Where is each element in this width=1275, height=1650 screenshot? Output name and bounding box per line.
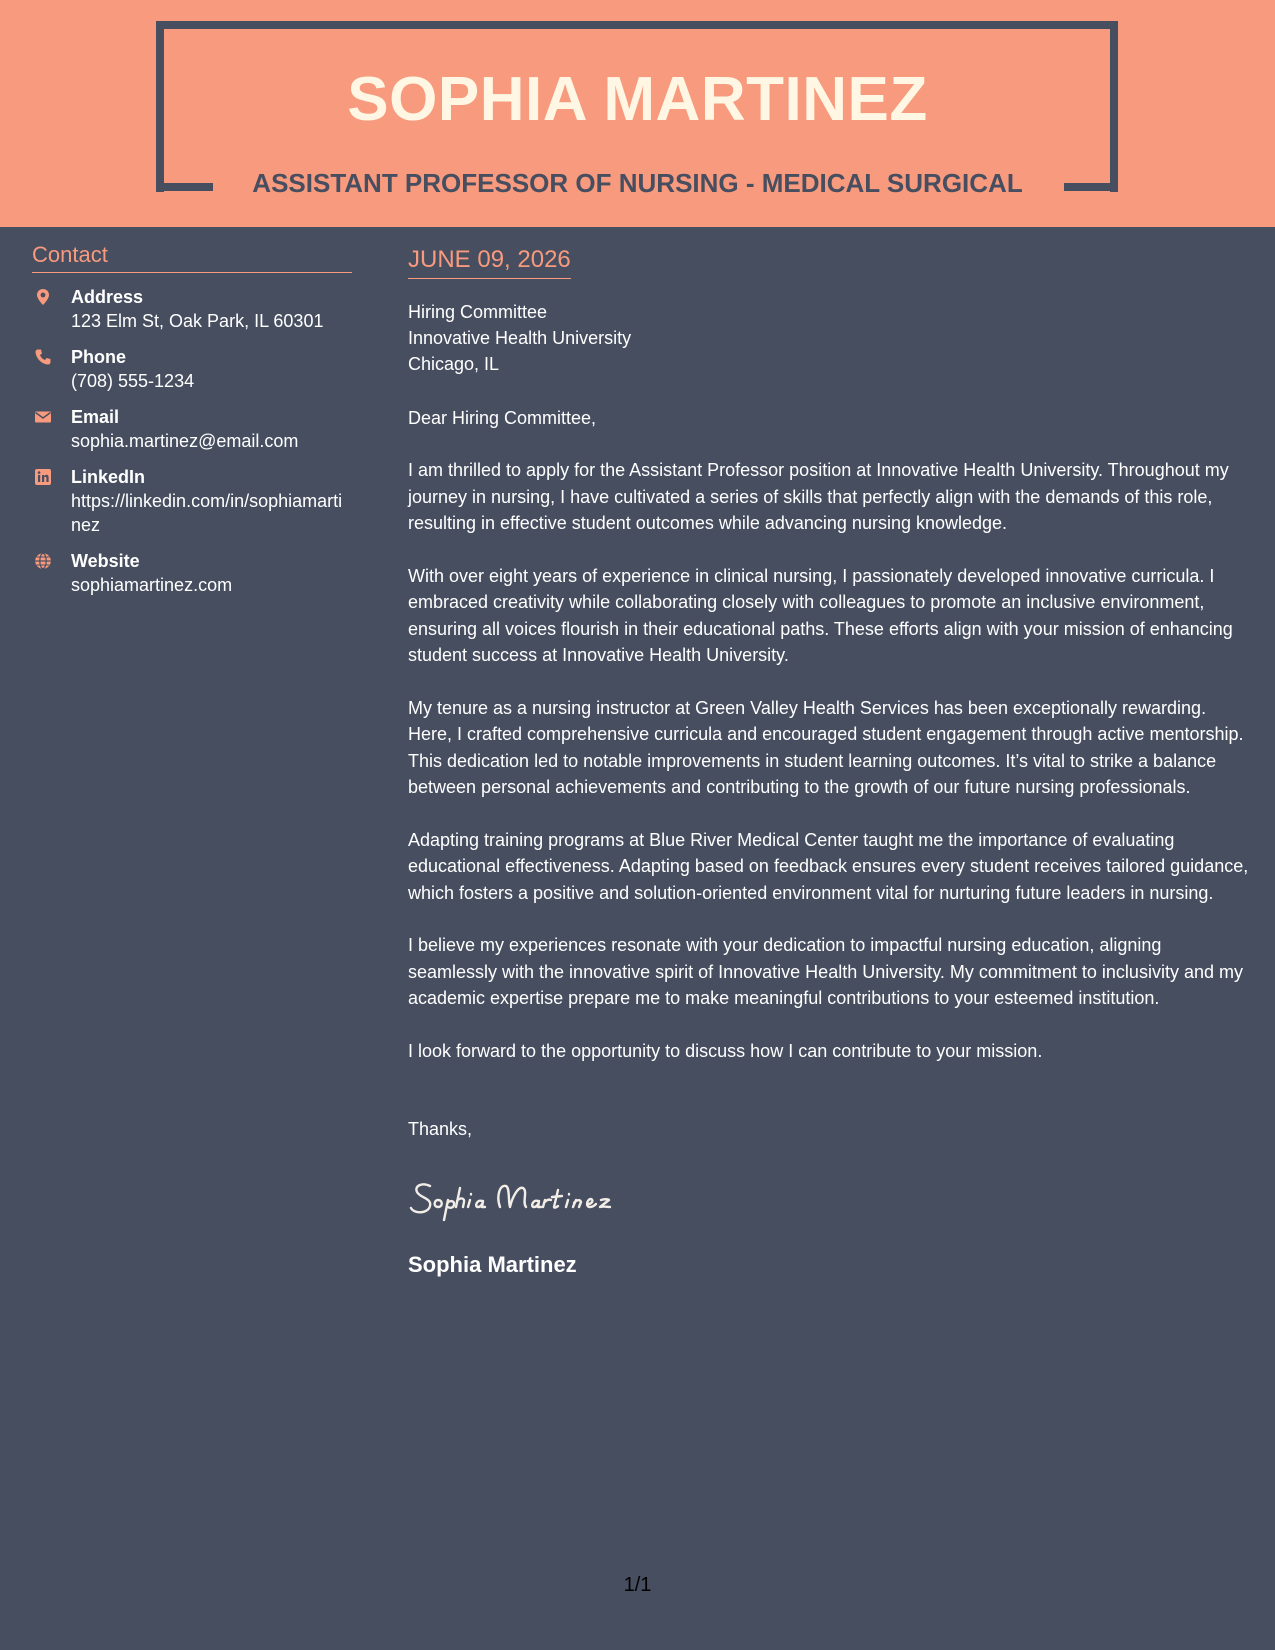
- letter-body: [408, 244, 1250, 1280]
- recipient-line: Chicago, IL: [408, 354, 500, 374]
- contact-label: Address: [71, 287, 144, 307]
- contact-label: Website: [71, 551, 140, 571]
- applicant-name: SOPHIA MARTINEZ: [347, 65, 928, 134]
- contact-value-email: sophia.martinez@email.com: [71, 431, 299, 451]
- paragraph: My tenure as a nursing instructor at Green Valley Health Services has been exceptionally rewarding. Here, I crafted comprehensive curricula and encouraged student engagement through active mentorship. This dedication led to notable improvements in student learning outcomes. It’s vital to strike a balance between personal achievements and contributing to the growth of our future nursing professionals.: [408, 697, 1244, 797]
- recipient-line: Hiring Committee: [408, 302, 548, 322]
- recipient-line: Innovative Health University: [408, 328, 632, 348]
- contact-value-website[interactable]: sophiamartinez.com: [71, 575, 233, 595]
- contact-item-address: [32, 285, 352, 333]
- paragraph: I am thrilled to apply for the Assistant Professor position at Innovative Health University. Throughout my journey in nursing, I have cultivated a series of skills that perfectly align with the demands of this role, resulting in effective student outcomes while advancing nursing knowledge.: [408, 460, 1229, 533]
- paragraph: With over eight years of experience in clinical nursing, I passionately developed innovative curricula. I embraced creativity while collaborating closely with colleagues to promote an inclusive environment, ensuring all voices flourish in their educational paths. These efforts align with your mission of enhancing student success at Innovative Health University.: [408, 565, 1233, 665]
- paragraph: I believe my experiences resonate with your dedication to impactful nursing education, aligning seamlessly with the innovative spirit of Innovative Health University. My commitment to inclusivity and my academic expertise prepare me to make meaningful contributions to your esteemed institution.: [408, 935, 1243, 1008]
- page-number: 1/1: [623, 1574, 652, 1596]
- paragraph: Adapting training programs at Blue River Medical Center taught me the importance of evaluating educational effectiveness. Adapting based on feedback ensures every student receives tailored guidance, which fosters a positive and solution-oriented environment vital for nurturing future leaders in nursing.: [408, 829, 1249, 903]
- linkedin-icon: [34, 468, 52, 486]
- contact-item-phone: [32, 345, 352, 393]
- contact-label: LinkedIn: [71, 467, 146, 487]
- job-title: ASSISTANT PROFESSOR OF NURSING - MEDICAL SURGICAL: [252, 168, 1023, 198]
- contact-item-linkedin: [32, 465, 352, 537]
- contact-value-phone: (708) 555-1234: [71, 371, 195, 391]
- contact-value-address: 123 Elm St, Oak Park, IL 60301: [71, 311, 324, 331]
- contact-value-linkedin[interactable]: https://linkedin.com/in/sophiamartinez: [71, 491, 343, 535]
- location-pin-icon: [34, 288, 52, 306]
- handwritten-signature: [408, 1174, 1250, 1224]
- phone-icon: [34, 348, 52, 366]
- contact-item-email: [32, 405, 352, 453]
- recipient-block: [408, 299, 1250, 377]
- globe-icon: [34, 552, 52, 570]
- letter-date: JUNE 09, 2026: [408, 244, 571, 279]
- header-banner: [0, 0, 1275, 227]
- signer-name: Sophia Martinez: [408, 1252, 577, 1277]
- signature-graphic: [408, 1174, 668, 1224]
- contact-sidebar: [32, 240, 352, 597]
- envelope-icon: [34, 408, 52, 426]
- closing: Thanks,: [408, 1119, 473, 1139]
- contact-label: Email: [71, 407, 120, 427]
- contact-heading: Contact: [32, 240, 352, 273]
- salutation: Dear Hiring Committee,: [408, 408, 597, 428]
- contact-item-website: [32, 549, 352, 597]
- paragraph: I look forward to the opportunity to discuss how I can contribute to your mission.: [408, 1040, 1043, 1061]
- contact-label: Phone: [71, 347, 127, 367]
